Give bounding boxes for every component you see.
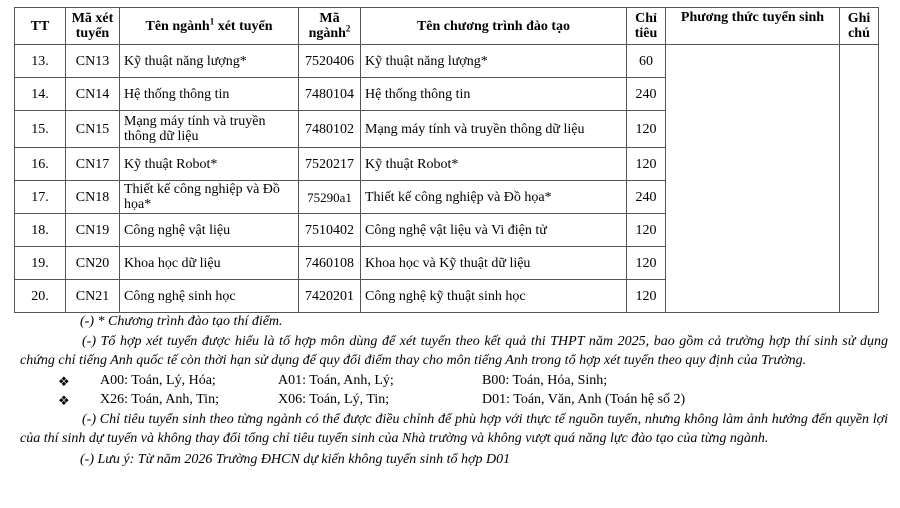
row-ten-nganh: Công nghệ vật liệu [120, 214, 299, 247]
combo-x26: X26: Toán, Anh, Tin; [100, 391, 219, 407]
row-chi-tieu: 60 [627, 45, 666, 78]
row-chuong-trinh: Công nghệ kỹ thuật sinh học [361, 280, 627, 313]
row-chuong-trinh: Thiết kế công nghiệp và Đồ họa* [361, 181, 627, 214]
header-ma-xet-tuyen: Mã xét tuyển [66, 8, 120, 45]
combo-x06: X06: Toán, Lý, Tin; [278, 391, 390, 407]
header-chi-tieu: Chỉ tiêu [627, 8, 666, 45]
row-chuong-trinh: Kỹ thuật Robot* [361, 148, 627, 181]
row-ma-xet-tuyen: CN15 [66, 111, 120, 148]
combination-list [20, 371, 888, 410]
note-pilot-program: (-) * Chương trình đào tạo thí điểm. [80, 314, 283, 329]
row-chi-tieu: 240 [627, 181, 666, 214]
note-quota: (-) Chỉ tiêu tuyển sinh theo từng ngành có thể được điều chỉnh để phù hợp với thực tế nguồn tuyển, nhưng không làm ảnh hưởng đến quyền lợi của thí sinh dự tuyển và không thay đổi tổng chỉ tiêu tuyển sinh của Nhà trường và không vượt quá năng lực đào tạo của từng ngành. [20, 411, 888, 446]
row-chuong-trinh: Mạng máy tính và truyền thông dữ liệu [361, 111, 627, 148]
combo-b00: B00: Toán, Hóa, Sinh; [482, 372, 608, 388]
row-chi-tieu: 240 [627, 78, 666, 111]
row-chuong-trinh: Kỹ thuật năng lượng* [361, 45, 627, 78]
row-ma-xet-tuyen: CN14 [66, 78, 120, 111]
row-ma-xet-tuyen: CN21 [66, 280, 120, 313]
header-tt: TT [15, 8, 66, 45]
row-ma-xet-tuyen: CN13 [66, 45, 120, 78]
row-ma-nganh: 75290a1 [299, 181, 361, 214]
bullet-icon: ❖ [58, 392, 70, 408]
note-combination-description: (-) Tổ hợp xét tuyển được hiểu là tổ hợp môn dùng để xét tuyển theo kết quả thi THPT năm 2025, bao gồm cả trường hợp thí sinh sử dụng chứng chỉ tiếng Anh quốc tế còn thời hạn sử dụng để quy đổi điểm thay cho môn tiếng Anh trong tổ hợp xét tuyển theo quy định của Trường. [20, 333, 888, 368]
row-ma-nganh: 7420201 [299, 280, 361, 313]
header-ma-nganh: Mã ngành$^2$ [299, 8, 361, 45]
row-chi-tieu: 120 [627, 148, 666, 181]
row-ma-nganh: 7510402 [299, 214, 361, 247]
row-tt: 16. [15, 148, 66, 181]
note-d01-notice: (-) Lưu ý: Từ năm 2026 Trường ĐHCN dự kiến không tuyển sinh tổ hợp D01 [80, 451, 511, 467]
row-ten-nganh: Hệ thống thông tin [120, 78, 299, 111]
row-ma-xet-tuyen: CN17 [66, 148, 120, 181]
row-ma-nganh: 7520217 [299, 148, 361, 181]
row-ma-nganh: 7480104 [299, 78, 361, 111]
combo-a01: A01: Toán, Anh, Lý; [278, 372, 394, 388]
combo-d01: D01: Toán, Văn, Anh (Toán hệ số 2) [482, 391, 686, 407]
row-tt: 20. [15, 280, 66, 313]
row-chuong-trinh: Khoa học và Kỹ thuật dữ liệu [361, 247, 627, 280]
row-ten-nganh: Kỹ thuật năng lượng* [120, 45, 299, 78]
row-ma-nganh: 7480102 [299, 111, 361, 148]
row-chi-tieu: 120 [627, 214, 666, 247]
row-ma-xet-tuyen: CN18 [66, 181, 120, 214]
row-ma-xet-tuyen: CN19 [66, 214, 120, 247]
footnotes [20, 312, 888, 469]
row-tt: 19. [15, 247, 66, 280]
row-tt: 17. [15, 181, 66, 214]
row-ma-nganh: 7460108 [299, 247, 361, 280]
bullet-icon: ❖ [58, 373, 70, 389]
header-ten-nganh: Tên ngành$^1$ xét tuyển [120, 8, 299, 45]
row-chuong-trinh: Công nghệ vật liệu và Vi điện tử [361, 214, 627, 247]
row-tt: 14. [15, 78, 66, 111]
row-ten-nganh: Mạng máy tính và truyền thông dữ liệu [120, 111, 299, 148]
header-phuong-thuc: Phương thức tuyển sinh [666, 8, 840, 45]
row-ten-nganh: Khoa học dữ liệu [120, 247, 299, 280]
ghi-chu-merged-cell [840, 45, 879, 313]
table-header-row [15, 8, 879, 45]
admission-table [14, 7, 879, 313]
row-tt: 15. [15, 111, 66, 148]
header-ghi-chu: Ghi chú [840, 8, 879, 45]
row-chi-tieu: 120 [627, 111, 666, 148]
row-tt: 13. [15, 45, 66, 78]
combo-a00: A00: Toán, Lý, Hóa; [100, 372, 216, 388]
row-ten-nganh: Công nghệ sinh học [120, 280, 299, 313]
row-chi-tieu: 120 [627, 247, 666, 280]
header-chuong-trinh: Tên chương trình đào tạo [361, 8, 627, 45]
row-tt: 18. [15, 214, 66, 247]
row-ten-nganh: Thiết kế công nghiệp và Đồ họa* [120, 181, 299, 214]
row-ma-xet-tuyen: CN20 [66, 247, 120, 280]
row-ma-nganh: 7520406 [299, 45, 361, 78]
row-chuong-trinh: Hệ thống thông tin [361, 78, 627, 111]
phuong-thuc-merged-cell [666, 45, 840, 313]
table-row [15, 45, 879, 78]
row-chi-tieu: 120 [627, 280, 666, 313]
row-ten-nganh: Kỹ thuật Robot* [120, 148, 299, 181]
